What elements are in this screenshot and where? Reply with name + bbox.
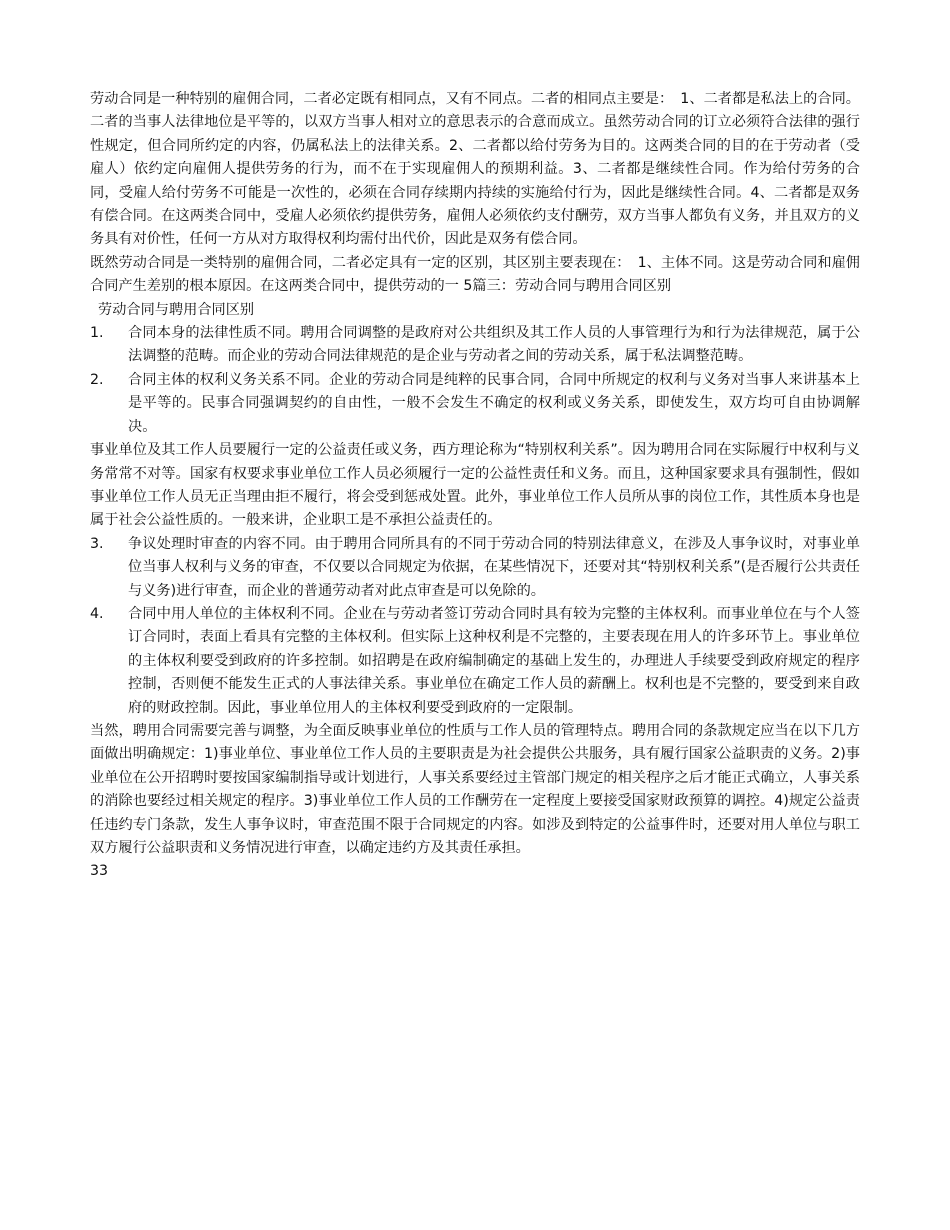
closing-paragraph: 当然，聘用合同需要完善与调整，为全面反映事业单位的性质与工作人员的管理特点。聘用合同的条款规定应当在以下几方面做出明确规定：1)事业单位、事业单位工作人员的主要职责是为社会提供公共服务，具有履行国家公益职责的义务。2)事业单位在公开招聘时要按国家编制指导或计划进行，人事关系要经过主管部门规定的相关程序之后才能正式确立，人事关系的消除也要经过相关规定的程序。3)事业单位工作人员的工作酬劳在一定程度上要接受国家财政预算的调控。4)规定公益责任违约专门条款，发生人事争议时，审查范围不限于合同规定的内容。如涉及到特定的公益事件时，还要对用人单位与职工双方履行公益职责和义务情况进行审查，以确定违约方及其责任承担。 [90, 722, 860, 856]
section-heading: 劳动合同与聘用合同区别 [98, 301, 255, 318]
list-item-4 [90, 603, 860, 720]
intro-paragraph-1: 劳动合同是一种特别的雇佣合同，二者必定既有相同点，又有不同点。二者的相同点主要是： 1、二者都是私法上的合同。二者的当事人法律地位是平等的，以双方当事人相对立的意思表示的合意而成立。虽然劳动合同的订立必须符合法律的强行性规定，但合同所约定的内容，仍属私法上的法律关系。2、二者都以给付劳务为目的。这两类合同的目的在于劳动者（受雇人）依约定向雇佣人提供劳务的行为，而不在于实现雇佣人的预期利益。3、二者都是继续性合同。作为给付劳务的合同，受雇人给付劳务不可能是一次性的，必须在合同存续期内持续的实施给付行为，因此是继续性合同。4、二者都是双务有偿合同。在这两类合同中，受雇人必须依约提供劳务，雇佣人必须依约支付酬劳，双方当事人都负有义务，并且双方的义务具有对价性，任何一方从对方取得权利均需付出代价，因此是双务有偿合同。 [90, 91, 860, 248]
intro-paragraph-2: 既然劳动合同是一类特别的雇佣合同，二者必定具有一定的区别，其区别主要表现在： 1、主体不同。这是劳动合同和雇佣合同产生差别的根本原因。在这两类合同中，提供劳动的一 5篇三：劳动合同与聘用合同区别 [90, 254, 860, 295]
middle-paragraph: 事业单位及其工作人员要履行一定的公益责任或义务，西方理论称为“特别权利关系”。因为聘用合同在实际履行中权利与义务常常不对等。国家有权要求事业单位工作人员必须履行一定的公益性责任和义务。而且，这种国家要求具有强制性，假如事业单位工作人员无正当理由拒不履行，将会受到惩戒处置。此外，事业单位工作人员所从事的岗位工作，其性质本身也是属于社会公益性质的。一般来讲，企业职工是不承担公益责任的。 [90, 442, 860, 529]
list-item-1 [90, 322, 860, 369]
list-item-text: 争议处理时审查的内容不同。由于聘用合同所具有的不同于劳动合同的特别法律意义，在涉及人事争议时，对事业单位当事人权利与义务的审查，不仅要以合同规定为依据，在某些情况下，还要对其“特别权利关系”(是否履行公共责任与义务)进行审查，而企业的普通劳动者对此点审查是可以免除的。 [128, 535, 860, 599]
list-item-number: 1. [90, 325, 104, 342]
list-item-number: 3. [90, 535, 104, 552]
list-item-number: 2. [90, 371, 104, 388]
list-item-2 [90, 369, 860, 439]
list-item-number: 4. [90, 605, 104, 622]
list-item-text: 合同主体的权利义务关系不同。企业的劳动合同是纯粹的民事合同，合同中所规定的权利与义务对当事人来讲基本上是平等的。民事合同强调契约的自由性，一般不会发生不确定的权利或义务关系，即使发生，双方均可自由协调解决。 [128, 371, 860, 435]
list-item-3 [90, 533, 860, 603]
document-page [90, 88, 860, 884]
list-item-text: 合同中用人单位的主体权利不同。企业在与劳动者签订劳动合同时具有较为完整的主体权利。而事业单位在与个人签订合同时，表面上看具有完整的主体权利。但实际上这种权利是不完整的，主要表现在用人的许多环节上。事业单位的主体权利要受到政府的许多控制。如招聘是在政府编制确定的基础上发生的，办理进人手续要受到政府规定的程序控制，否则便不能发生正式的人事法律关系。事业单位在确定工作人员的薪酬上。权利也是不完整的，要受到来自政府的财政控制。因此，事业单位用人的主体权利要受到政府的一定限制。 [128, 605, 860, 716]
page-number: 33 [90, 863, 109, 880]
list-item-text: 合同本身的法律性质不同。聘用合同调整的是政府对公共组织及其工作人员的人事管理行为和行为法律规范，属于公法调整的范畴。而企业的劳动合同法律规范的是企业与劳动者之间的劳动关系，属于私法调整范畴。 [128, 325, 860, 365]
